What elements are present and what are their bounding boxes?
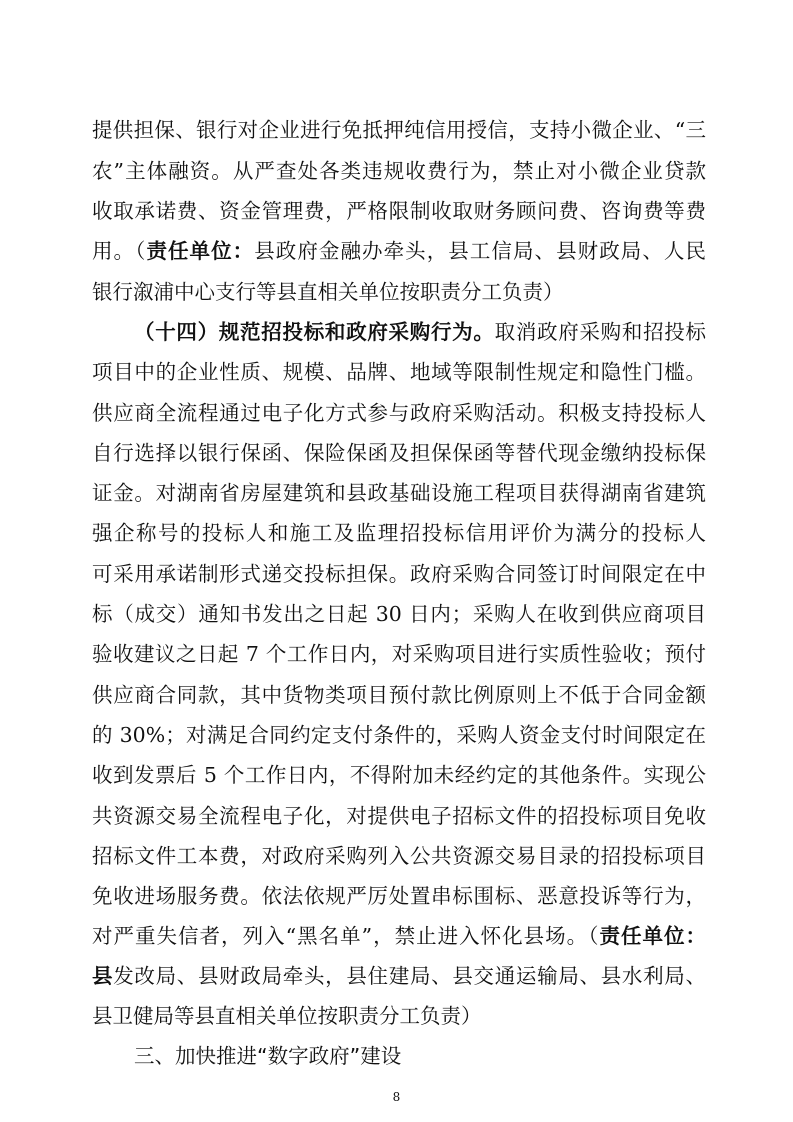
paragraph-line: 收到发票后 5 个工作日内，不得附加未经约定的其他条件。实现公 xyxy=(92,763,706,787)
paragraph-line: 银行溆浦中心支行等县直相关单位按职责分工负责） xyxy=(92,280,564,304)
paragraph-line xyxy=(134,312,706,352)
text-span: 对严重失信者，列入“黑名单”，禁止进入怀化县场。（ xyxy=(92,924,600,948)
paragraph-line: 招标文件工本费，对政府采购列入公共资源交易目录的招投标项目 xyxy=(92,844,706,868)
text-span: 县 xyxy=(92,964,114,988)
paragraph-line: 项目中的企业性质、规模、品牌、地域等限制性规定和隐性门槛。 xyxy=(92,360,706,384)
text-span: 发改局、县财政局牵头，县住建局、县交通运输局、县水利局、 xyxy=(113,964,707,988)
responsible-unit-label: 责任单位： xyxy=(599,924,706,948)
paragraph-line: 证金。对湖南省房屋建筑和县政基础设施工程项目获得湖南省建筑 xyxy=(92,481,706,505)
paragraph-line: 可采用承诺制形式递交投标担保。政府采购合同签订时间限定在中 xyxy=(92,562,706,586)
paragraph-line: 收取承诺费、资金管理费，严格限制收取财务顾问费、咨询费等费 xyxy=(92,199,706,223)
text-span: 县政府金融办牵头，县工信局、县财政局、人民 xyxy=(254,239,706,263)
paragraph-line xyxy=(92,231,706,271)
paragraph-line: 供应商合同款，其中货物类项目预付款比例原则上不低于合同金额 xyxy=(92,683,706,707)
paragraph-line: 验收建议之日起 7 个工作日内，对采购项目进行实质性验收；预付 xyxy=(92,642,706,666)
paragraph-line: 提供担保、银行对企业进行免抵押纯信用授信，支持小微企业、“三 xyxy=(92,118,706,142)
paragraph-line: 的 30%；对满足合同约定支付条件的，采购人资金支付时间限定在 xyxy=(92,723,706,747)
paragraph-line xyxy=(92,916,706,956)
text-span: 取消政府采购和招投标 xyxy=(494,320,707,344)
paragraph-line: 免收进场服务费。依法依规严厉处置串标围标、恶意投诉等行为， xyxy=(92,884,706,908)
text-span: 用。（ xyxy=(92,239,147,263)
paragraph-line: 农”主体融资。从严查处各类违规收费行为，禁止对小微企业贷款 xyxy=(92,159,706,183)
page-number: 8 xyxy=(392,1090,401,1104)
paragraph-line: 标（成交）通知书发出之日起 30 日内；采购人在收到供应商项目 xyxy=(92,602,706,626)
paragraph-line: 县卫健局等县直相关单位按职责分工负责） xyxy=(92,1004,482,1028)
responsible-unit-label: 责任单位： xyxy=(146,239,255,263)
paragraph-line: 共资源交易全流程电子化，对提供电子招标文件的招投标项目免收 xyxy=(92,804,706,828)
paragraph-line xyxy=(92,956,706,996)
paragraph-line: 强企称号的投标人和施工及监理招投标信用评价为满分的投标人 xyxy=(92,521,706,545)
paragraph-line: 供应商全流程通过电子化方式参与政府采购活动。积极支持投标人 xyxy=(92,401,706,425)
section-title: （十四）规范招投标和政府采购行为。 xyxy=(134,320,495,344)
paragraph-line: 自行选择以银行保函、保险保函及担保保函等替代现金缴纳投标保 xyxy=(92,441,706,465)
section-heading: 三、加快推进“数字政府”建设 xyxy=(134,1044,402,1068)
